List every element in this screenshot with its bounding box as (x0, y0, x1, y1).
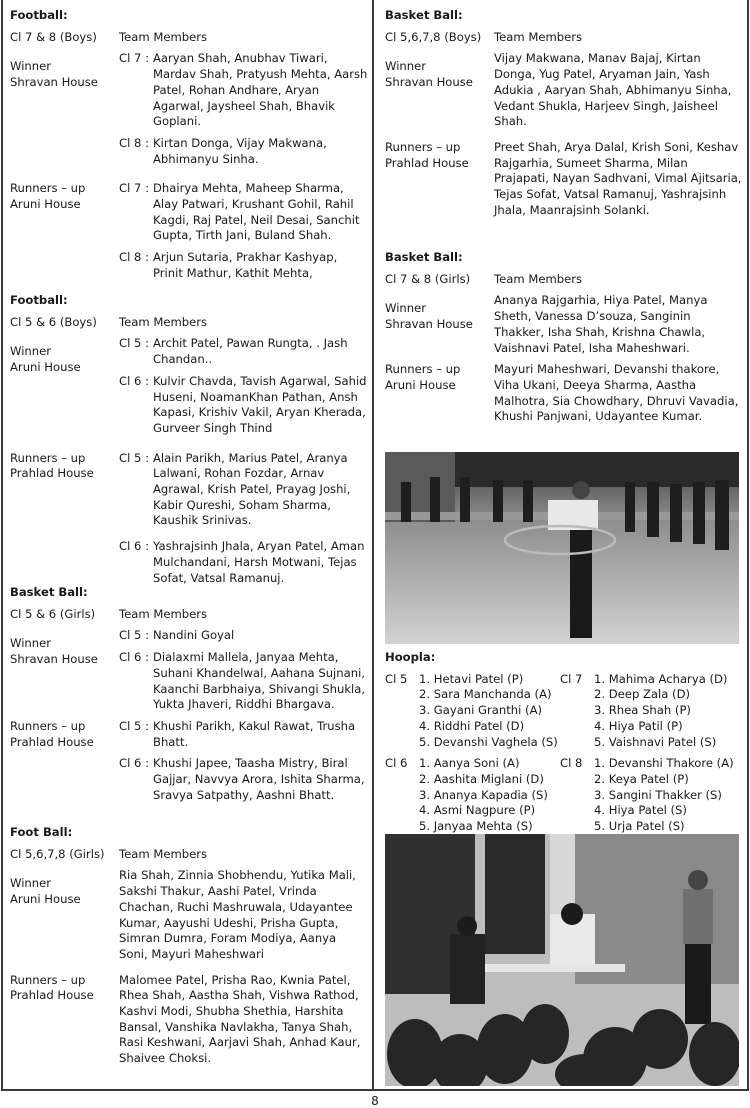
hoopla-group (560, 756, 735, 835)
class-group (119, 650, 368, 713)
team-header-row (10, 607, 368, 623)
position-label: Winner (10, 636, 52, 651)
names-text: Malomee Patel, Prisha Rao, Kwnia Patel, Rhea Shah, Aastha Shah, Vishwa Rathod, Kashvi Modi, Shubha Shethia, Harshita Bansal, Vanshika Navlakha, Tanya Shah, Rasi Keshwani, Aarjavi Shah, Anhad Kaur, Shaivee Choksi. (119, 972, 361, 1066)
result-label (10, 719, 119, 810)
members-header: Team Members (119, 29, 208, 44)
names-text: Ria Shah, Zinnia Shobhendu, Yutika Mali, Sakshi Thakur, Aashi Patel, Vrinda Chachan, Ruchi Mashruwala, Udayantee Kumar, Aayushi Udeshi, Prisha Gupta, Simran Dumra, Foram Modiya, Aanya Soni, Mayuri Maheshwari (119, 868, 356, 961)
section-football-cl7-8-boys (10, 8, 368, 296)
entry: 5. Devanshi Vaghela (S) (419, 734, 558, 749)
entries-list (419, 672, 558, 751)
names-text: Ananya Rajgarhia, Hiya Patel, Manya Sheth, Vanessa D’souza, Sanginin Thakker, Isha Shah, Krishna Chawla, Vaishnavi Patel, Isha Maheshwari. (494, 293, 708, 355)
section-hoopla (385, 650, 743, 835)
hoopla-photo-illustration (385, 452, 739, 644)
entry: 3. Rhea Shah (P) (594, 703, 691, 718)
result-runners-up (10, 719, 368, 810)
class-label: Cl 5 : (119, 450, 149, 465)
entry: 1. Hetavi Patel (P) (419, 671, 524, 686)
names-text: Archit Patel, Pawan Rungta, . Jash Chandan.. (153, 336, 348, 367)
result-label (385, 362, 494, 425)
class-label: Cl 8 : (119, 135, 149, 150)
result-winner (385, 293, 743, 356)
class-group (119, 756, 368, 803)
house-label: Shravan House (10, 75, 98, 90)
entry: 4. Riddhi Patel (D) (419, 718, 525, 733)
position-label: Winner (10, 876, 52, 891)
class-label: Cl 6 : (119, 373, 149, 388)
team-header-row (10, 847, 368, 863)
result-label (385, 140, 494, 219)
result-runners-up (10, 181, 368, 287)
entry: 5. Vaishnavi Patel (S) (594, 734, 717, 749)
position-label: Runners – up (10, 181, 86, 196)
entry: 3. Ananya Kapadia (S) (419, 787, 548, 802)
result-runners-up (10, 451, 368, 593)
class-label: Cl 8 : (119, 250, 149, 265)
team-header-row (10, 30, 368, 46)
house-label: Aruni House (385, 377, 456, 392)
house-label: Aruni House (10, 892, 81, 907)
members-header: Team Members (494, 29, 583, 44)
result-label (10, 51, 119, 173)
result-label (10, 628, 119, 713)
position-label: Runners – up (10, 972, 86, 987)
house-label: Shravan House (385, 317, 473, 332)
class-group (119, 374, 368, 437)
class-group (119, 136, 368, 167)
member-groups (119, 628, 368, 713)
member-groups (119, 719, 368, 810)
class-label: Cl 6 (385, 756, 408, 771)
classroom-photo (385, 834, 739, 1086)
result-label (10, 868, 119, 962)
class-group (119, 51, 368, 130)
class-label: Cl 5 : (119, 336, 149, 351)
result-runners-up (385, 140, 743, 219)
section-basketball-cl5-6-girls (10, 585, 368, 817)
section-title: Basket Ball: (10, 585, 88, 599)
names-text: Mayuri Maheshwari, Devanshi thakore, Viha Ukani, Deeya Sharma, Aastha Malhotra, Sia Chowdhary, Dhruvi Vavadia, Khushi Panjwani, Udayantee Kumar. (494, 362, 739, 424)
result-label (10, 451, 119, 593)
hoopla-group (560, 672, 735, 751)
position-label: Runners – up (385, 362, 461, 377)
result-runners-up (10, 973, 368, 1067)
position-label: Winner (10, 344, 52, 359)
class-label: Cl 5 (385, 671, 408, 686)
section-title: Foot Ball: (10, 825, 73, 839)
class-label: Cl 6 : (119, 756, 149, 771)
position-label: Winner (385, 301, 427, 316)
class-group (119, 250, 368, 281)
result-winner (385, 51, 743, 130)
names-text: Dialaxmi Mallela, Janyaa Mehta, Suhani Khandelwal, Aahana Sujnani, Kaanchi Barbhaiya, Shivangi Shukla, Yukta Jhaveri, Riddhi Bhargava. (153, 650, 366, 712)
entries-list (594, 672, 727, 751)
entry: 4. Hiya Patil (P) (594, 718, 683, 733)
entries-list (594, 756, 734, 835)
section-title: Basket Ball: (385, 250, 463, 264)
names-text: Preet Shah, Arya Dalal, Krish Soni, Keshav Rajgarhia, Sumeet Sharma, Milan Prajapati, Nayan Sadhvani, Vimal Ajitsaria, Tejas Sofat, Vatsal Ramanuj, Yashrajsinh Jhala, Maanrajsinh Solanki. (494, 139, 742, 217)
result-runners-up (385, 362, 743, 425)
class-label: Cl 7 (560, 671, 583, 686)
class-label: Cl 5 : (119, 718, 149, 733)
member-groups (119, 451, 368, 593)
category-label: Cl 5,6,7,8 (Girls) (10, 846, 105, 861)
house-label: Shravan House (385, 75, 473, 90)
hoopla-group (385, 756, 560, 835)
position-label: Runners – up (10, 718, 86, 733)
entry: 2. Keya Patel (P) (594, 771, 689, 786)
team-header-row (10, 315, 368, 331)
house-label: Prahlad House (10, 734, 94, 749)
entry: 1. Aanya Soni (A) (419, 756, 520, 771)
names-text: Alain Parikh, Marius Patel, Aranya Lalwani, Rohan Fozdar, Arnav Agrawal, Krish Patel, Prayag Joshi, Kabir Qureshi, Soham Sharma, Kaushik Srinivas. (153, 450, 351, 528)
class-label: Cl 6 : (119, 650, 149, 665)
entry: 5. Janyaa Mehta (S) (419, 819, 533, 834)
category-label: Cl 7 & 8 (Boys) (10, 29, 97, 44)
hoopla-results (385, 672, 743, 835)
class-label: Cl 6 : (119, 539, 149, 554)
position-label: Runners – up (385, 139, 461, 154)
entry: 1. Devanshi Thakore (A) (594, 756, 734, 771)
section-football-cl5-6-boys (10, 293, 368, 600)
entry: 4. Hiya Patel (S) (594, 803, 687, 818)
section-basketball-cl7-8-girls (385, 250, 743, 433)
class-label: Cl 7 : (119, 181, 149, 196)
section-title: Football: (10, 8, 68, 22)
member-groups (119, 336, 368, 442)
position-label: Winner (385, 59, 427, 74)
section-football-cl5-8-girls (10, 825, 368, 1075)
names-text: Kulvir Chavda, Tavish Agarwal, Sahid Huseni, NoamanKhan Pathan, Ansh Kapasi, Krishiv Vakil, Aryan Kherada, Gurveer Singh Thind (153, 373, 367, 435)
entry: 3. Gayani Granthi (A) (419, 703, 543, 718)
result-winner (10, 628, 368, 713)
class-group (119, 628, 368, 644)
class-group (119, 719, 368, 750)
page-number: 8 (371, 1094, 379, 1108)
house-label: Prahlad House (10, 466, 94, 481)
names-text: Khushi Parikh, Kakul Rawat, Trusha Bhatt. (153, 718, 356, 749)
section-title: Hoopla: (385, 650, 436, 664)
section-title: Football: (10, 293, 68, 307)
result-label (10, 336, 119, 442)
result-label (385, 293, 494, 356)
classroom-photo-illustration (385, 834, 739, 1086)
names-text: Kirtan Donga, Vijay Makwana, Abhimanyu Sinha. (153, 135, 327, 166)
entry: 1. Mahima Acharya (D) (594, 671, 728, 686)
result-label (10, 973, 119, 1067)
entry: 2. Aashita Miglani (D) (419, 771, 544, 786)
result-label (10, 181, 119, 287)
entries-list (419, 756, 548, 835)
section-basketball-cl5-8-boys (385, 8, 743, 226)
class-group (119, 181, 368, 244)
team-header-row (385, 30, 743, 46)
house-label: Prahlad House (385, 155, 469, 170)
house-label: Shravan House (10, 652, 98, 667)
entry: 2. Deep Zala (D) (594, 687, 691, 702)
category-label: Cl 5 & 6 (Boys) (10, 314, 97, 329)
member-groups (119, 51, 368, 173)
names-text: Khushi Japee, Taasha Mistry, Biral Gajjar, Navvya Arora, Ishita Sharma, Sravya Satpathy, Aashni Bhatt. (153, 756, 365, 802)
class-group (119, 539, 368, 586)
section-title: Basket Ball: (385, 8, 463, 22)
entry: 2. Sara Manchanda (A) (419, 687, 552, 702)
result-winner (10, 336, 368, 442)
members-header: Team Members (119, 606, 208, 621)
class-group (119, 336, 368, 367)
entry: 5. Urja Patel (S) (594, 819, 685, 834)
hoopla-group (385, 672, 560, 751)
category-label: Cl 5 & 6 (Girls) (10, 606, 96, 621)
names-text: Aaryan Shah, Anubhav Tiwari, Mardav Shah, Pratyush Mehta, Aarsh Patel, Rohan Andhare, Aryan Agarwal, Jaysheel Shah, Bhavik Goplani. (153, 51, 368, 129)
house-label: Prahlad House (10, 988, 94, 1003)
names-text: Yashrajsinh Jhala, Aryan Patel, Aman Mulchandani, Harsh Motwani, Tejas Sofat, Vatsal Ramanuj. (153, 539, 365, 585)
position-label: Runners – up (10, 450, 86, 465)
class-label: Cl 7 : (119, 51, 149, 66)
result-winner (10, 868, 368, 962)
names-text: Nandini Goyal (153, 628, 235, 643)
house-label: Aruni House (10, 197, 81, 212)
category-label: Cl 5,6,7,8 (Boys) (385, 29, 482, 44)
class-group (119, 451, 368, 530)
member-groups (119, 181, 368, 287)
entry: 3. Sangini Thakker (S) (594, 787, 722, 802)
hoopla-photo (385, 452, 739, 644)
members-header: Team Members (119, 314, 208, 329)
members-header: Team Members (494, 271, 583, 286)
names-text: Dhairya Mehta, Maheep Sharma, Alay Patwari, Krushant Gohil, Rahil Kagdi, Raj Patel, Neil Desai, Sanchit Gupta, Tirth Jani, Buland Shah. (153, 181, 360, 243)
team-header-row (385, 272, 743, 288)
column-divider (372, 0, 374, 1091)
class-label: Cl 8 (560, 756, 583, 771)
house-label: Aruni House (10, 360, 81, 375)
members-header: Team Members (119, 846, 208, 861)
result-winner (10, 51, 368, 173)
class-label: Cl 5 : (119, 628, 149, 643)
names-text: Arjun Sutaria, Prakhar Kashyap, Prinit Mathur, Kathit Mehta, (153, 250, 338, 280)
position-label: Winner (10, 59, 52, 74)
names-text: Vijay Makwana, Manav Bajaj, Kirtan Donga, Yug Patel, Aryaman Jain, Yash Adukia , Aaryan Shah, Abhimanyu Sinha, Vedant Shukla, Harjeev Singh, Jaisheel Shah. (494, 51, 732, 129)
result-label (385, 51, 494, 130)
category-label: Cl 7 & 8 (Girls) (385, 271, 471, 286)
entry: 4. Asmi Nagpure (P) (419, 803, 536, 818)
